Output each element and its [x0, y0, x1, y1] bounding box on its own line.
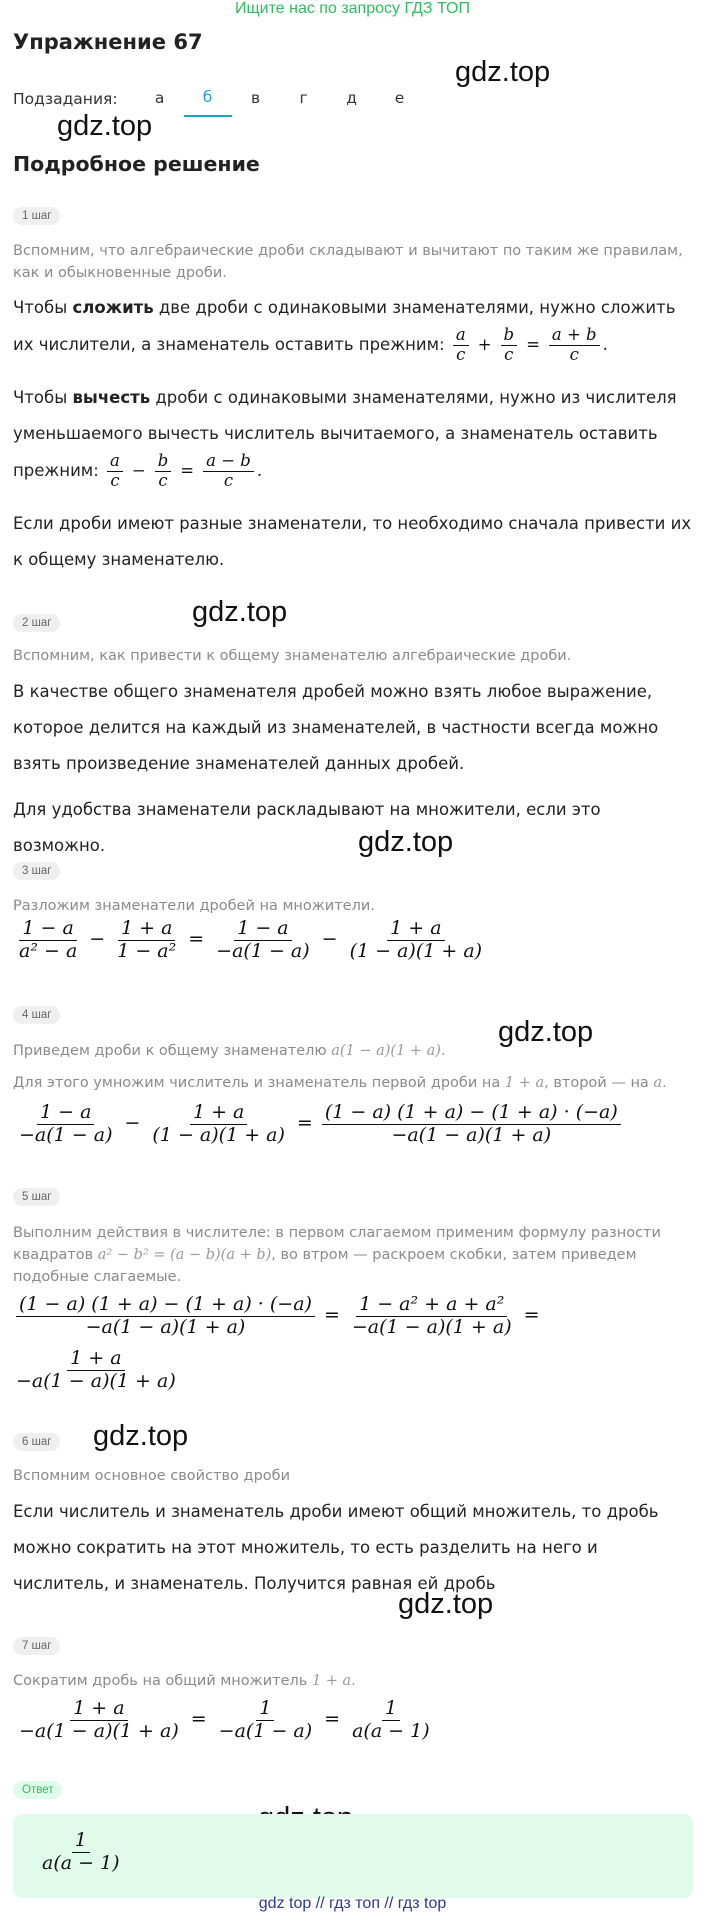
paragraph: В качестве общего знаменателя дробей можно взять любое выражение, которое делится на каждый из знаменателей, в частности всегда можно взять произведение знаменателей данных дробей.	[13, 682, 659, 773]
step-note: Вспомним основное свойство дроби	[13, 1468, 291, 1484]
subtasks-nav	[13, 84, 424, 113]
page-title: Упражнение 67	[13, 30, 203, 54]
step-note: Выполним действия в числителе: в первом слагаемом применим формулу разности квадратов a² − b² = (a − b)(a + b), во втром — раскроем скобки, затем приведем подобные слагаемые.	[13, 1225, 661, 1285]
step-badge: 1 шаг	[13, 207, 60, 225]
step-note: Сократим дробь на общий множитель 1 + a.	[13, 1673, 356, 1689]
step-badge: 5 шаг	[13, 1188, 60, 1206]
paragraph: Если числитель и знаменатель дроби имеют общий множитель, то дробь можно сократить на этот множитель, то есть разделить на него и числитель, и знаменатель. Получится равная ей дробь	[13, 1502, 659, 1593]
tab-d[interactable]: д	[346, 89, 357, 107]
footer-links[interactable]: gdz top // гдз топ // гдз top	[258, 1895, 447, 1912]
tab-e[interactable]: е	[394, 89, 405, 107]
tab-v[interactable]: в	[251, 89, 261, 107]
watermark: gdz.top	[93, 1420, 189, 1452]
rule-different-denominators: Если дроби имеют разные знаменатели, то необходимо сначала привести их к общему знаменателю.	[13, 514, 692, 569]
formula-step4: $\frac{1 - a}{-a(1 - a)}$ − $\frac{1 + a}{(1 - a)(1 + a)}$ = $\frac{(1 - a) (1 + a) - (1 + a) \cdot (-a)}{-a(1 - a)(1 + a)}$	[13, 1102, 624, 1147]
tab-a[interactable]: а	[154, 89, 165, 107]
tab-b[interactable]: б	[184, 88, 232, 117]
formula-step5-result: $\frac{1 + a}{-a(1 - a)(1 + a)}$	[16, 1347, 176, 1392]
step-note: Приведем дроби к общему знаменателю a(1 − a)(1 + a).	[13, 1043, 446, 1059]
watermark: gdz.top	[358, 826, 454, 858]
watermark: gdz.top	[192, 596, 288, 628]
answer-formula: $\frac{1}{a(a - 1)}$	[42, 1829, 120, 1874]
formula-subtract: $\frac{a}{c}$ − $\frac{b}{c}$ = $\frac{a - b}{c}$ .	[104, 461, 262, 480]
ad-banner[interactable]: Ищите нас по запросу ГДЗ ТОП	[235, 0, 470, 17]
paragraph: Для удобства знаменатели раскладывают на множители, если это возможно.	[13, 800, 601, 855]
rule-add: Чтобы сложить две дроби с одинаковыми знаменателями, нужно сложить их числители, а знаменатель оставить прежним: $\frac{a}{c}$ + $\frac{b}{c}$ = $\frac{a + b}{c}$ .	[13, 298, 676, 364]
formula-step5: $\frac{(1 - a) (1 + a) - (1 + a) \cdot (-a)}{-a(1 - a)(1 + a)}$ = $\frac{\text{1 − a² + a + a²}}{-a(1 - a)(1 + a)}$ =	[13, 1294, 546, 1339]
step-badge: 7 шаг	[13, 1637, 60, 1655]
rule-subtract: Чтобы вычесть дроби с одинаковыми знаменателями, нужно из числителя уменьшаемого вычесть числитель вычитаемого, а знаменатель оставить прежним: $\frac{a}{c}$ − $\frac{b}{c}$ = $\frac{a - b}{c}$ .	[13, 388, 677, 490]
step-badge: 3 шаг	[13, 862, 60, 880]
answer-badge: Ответ	[13, 1781, 62, 1799]
tab-g[interactable]: г	[299, 89, 308, 107]
formula-step7: $\frac{1 + a}{-a(1 - a)(1 + a)}$ = $\frac{1}{-a(1 - a)}$ = $\frac{1}{a(a - 1)}$	[19, 1697, 430, 1742]
watermark: gdz.top	[398, 1588, 494, 1620]
step-note: Вспомним, что алгебраические дроби складывают и вычитают по таким же правилам, как и обыкновенные дроби.	[13, 243, 683, 281]
watermark: gdz.top	[455, 56, 551, 88]
step-note: Разложим знаменатели дробей на множители.	[13, 898, 375, 914]
section-title: Подробное решение	[13, 152, 260, 176]
step-badge: 2 шаг	[13, 614, 60, 632]
watermark: gdz.top	[498, 1016, 594, 1048]
subtasks-label: Подзадания:	[13, 89, 118, 108]
formula-step3: $\frac{1 - a}{\text{a² − a}}$ − $\frac{1 + a}{\text{1 − a²}}$ = $\frac{1 - a}{-a(1 - a)}$ − $\frac{1 + a}{(1 - a)(1 + a)}$	[19, 917, 483, 962]
step-badge: 4 шаг	[13, 1006, 60, 1024]
step-note: Вспомним, как привести к общему знаменателю алгебраические дроби.	[13, 648, 572, 664]
formula-add: $\frac{a}{c}$ + $\frac{b}{c}$ = $\frac{a + b}{c}$ .	[450, 335, 608, 354]
step-note: Для этого умножим числитель и знаменатель первой дроби на 1 + a, второй — на a.	[13, 1075, 667, 1091]
step-badge: 6 шаг	[13, 1433, 60, 1451]
watermark: gdz.top	[57, 110, 153, 142]
